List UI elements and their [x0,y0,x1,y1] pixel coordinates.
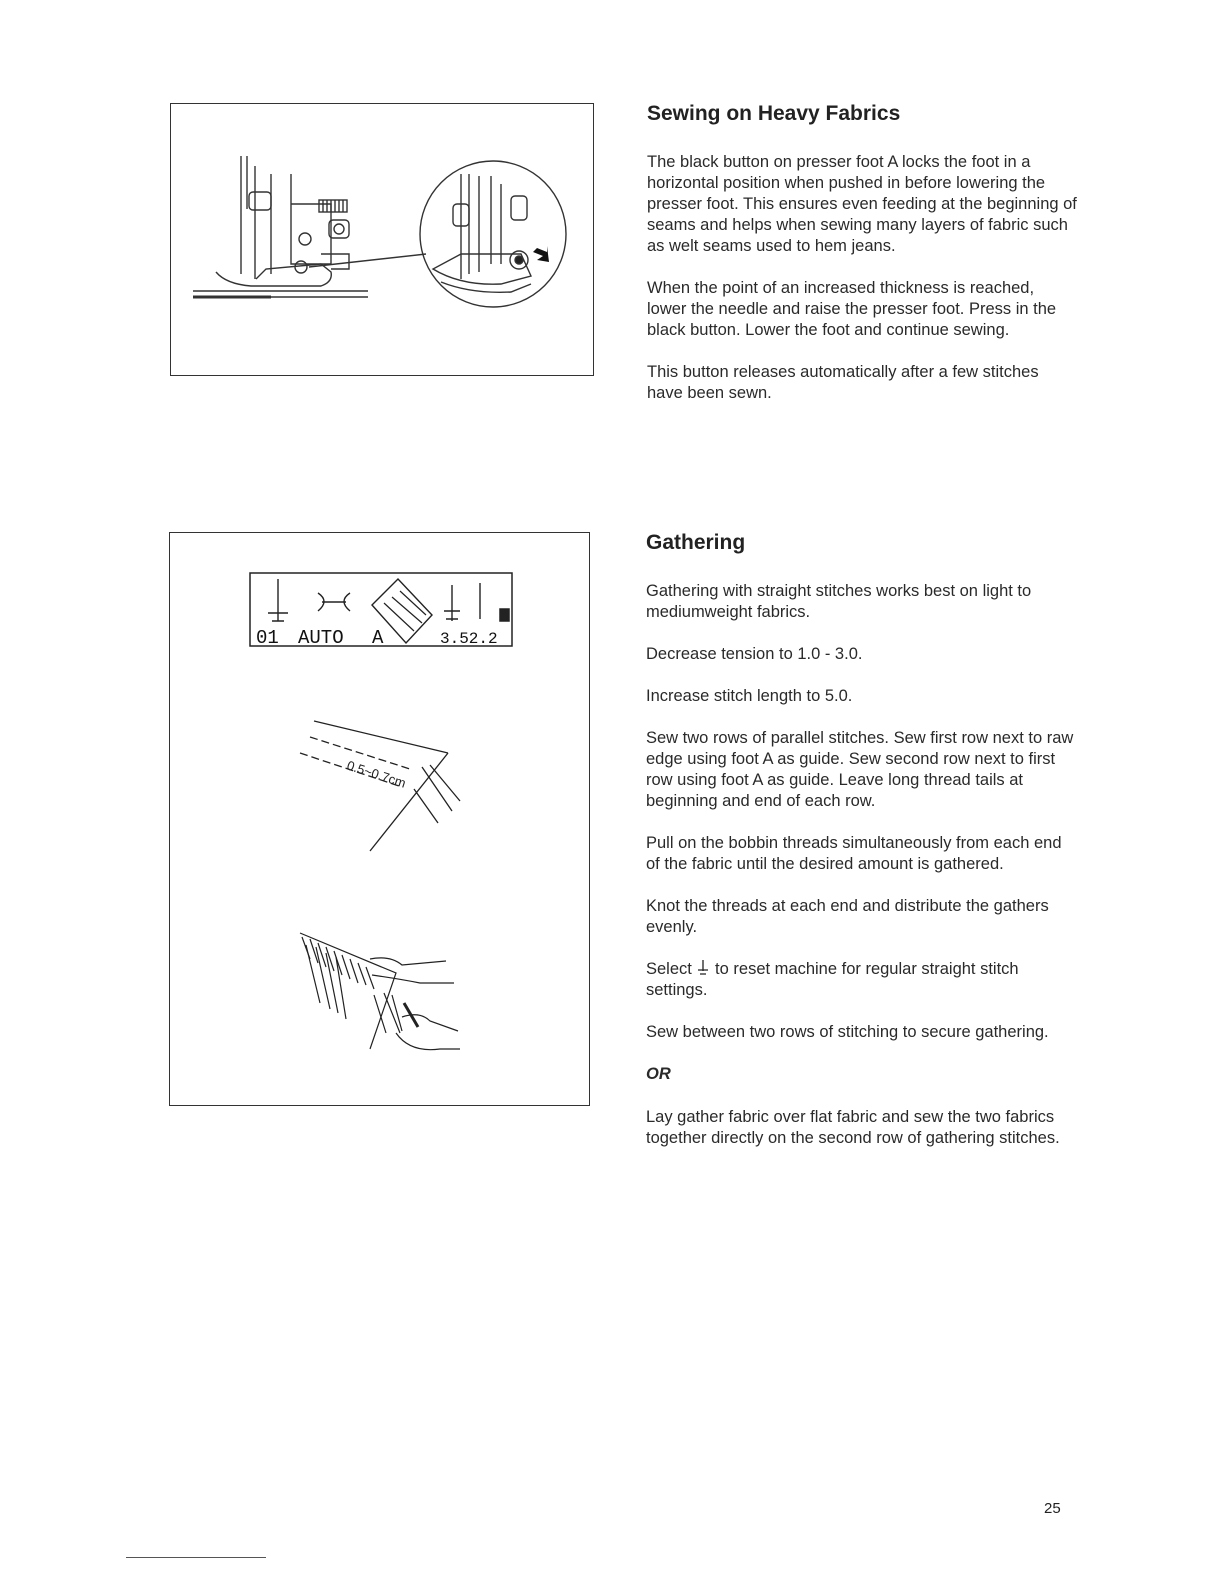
select-text: Select [646,960,692,978]
presser-foot-figure [170,103,594,376]
heavy-fabrics-paragraph: When the point of an increased thickness is reached, lower the needle and raise the presser foot. Press in the black button. Lower the foot and continue sewing. [647,279,1057,339]
gathering-paragraph: Gathering with straight stitches works best on light to mediumweight fabrics. [646,582,1032,621]
gathering-illustration [170,533,588,1104]
lcd-mode: AUTO [298,627,344,649]
or-label: OR [646,1065,671,1083]
heavy-fabrics-paragraph: The black button on presser foot A locks the foot in a horizontal position when pushed in before lowering the presser foot. This ensures even feeding at the beginning of seams and helps when sewing many layers of fabric such as welt seams used to hem jeans. [647,153,1077,255]
presser-foot-illustration [171,104,592,374]
page-number: 25 [1044,1500,1061,1517]
stitch-rows-diagram [300,721,460,851]
gathering-paragraph: Increase stitch length to 5.0. [646,687,853,705]
gathering-hands-drawing [300,933,460,1050]
heavy-fabrics-section [647,102,1077,425]
gathering-title: Gathering [646,531,746,554]
row-spacing-label: 0.5~0.7cm [345,757,408,791]
gathering-paragraph [646,959,1076,1001]
gathering-paragraph: Sew between two rows of stitching to secure gathering. [646,1023,1049,1041]
reset-text: to reset machine for regular straight stitch settings. [646,960,1019,999]
gathering-figure [169,532,590,1106]
gathering-section [646,531,1076,1170]
gathering-paragraph: Sew two rows of parallel stitches. Sew first row next to raw edge using foot A as guide. Sew second row next to first row using foot A as guide. Leave long thread tails at beginning and end of each row. [646,729,1074,810]
gathering-paragraph: Knot the threads at each end and distribute the gathers evenly. [646,897,1049,936]
gathering-paragraph: Pull on the bobbin threads simultaneously from each end of the fabric until the desired amount is gathered. [646,834,1062,873]
lcd-pattern-number: 01 [256,627,279,649]
straight-stitch-icon [696,959,710,977]
lcd-settings: 3.52.2 [440,630,498,648]
gathering-paragraph: Decrease tension to 1.0 - 3.0. [646,645,863,663]
footer-divider [126,1557,266,1558]
lcd-foot: A [372,627,384,649]
heavy-fabrics-title: Sewing on Heavy Fabrics [647,102,901,125]
gathering-paragraph: Lay gather fabric over flat fabric and sew the two fabrics together directly on the second row of gathering stitches. [646,1108,1060,1147]
heavy-fabrics-paragraph: This button releases automatically after a few stitches have been sewn. [647,363,1039,402]
